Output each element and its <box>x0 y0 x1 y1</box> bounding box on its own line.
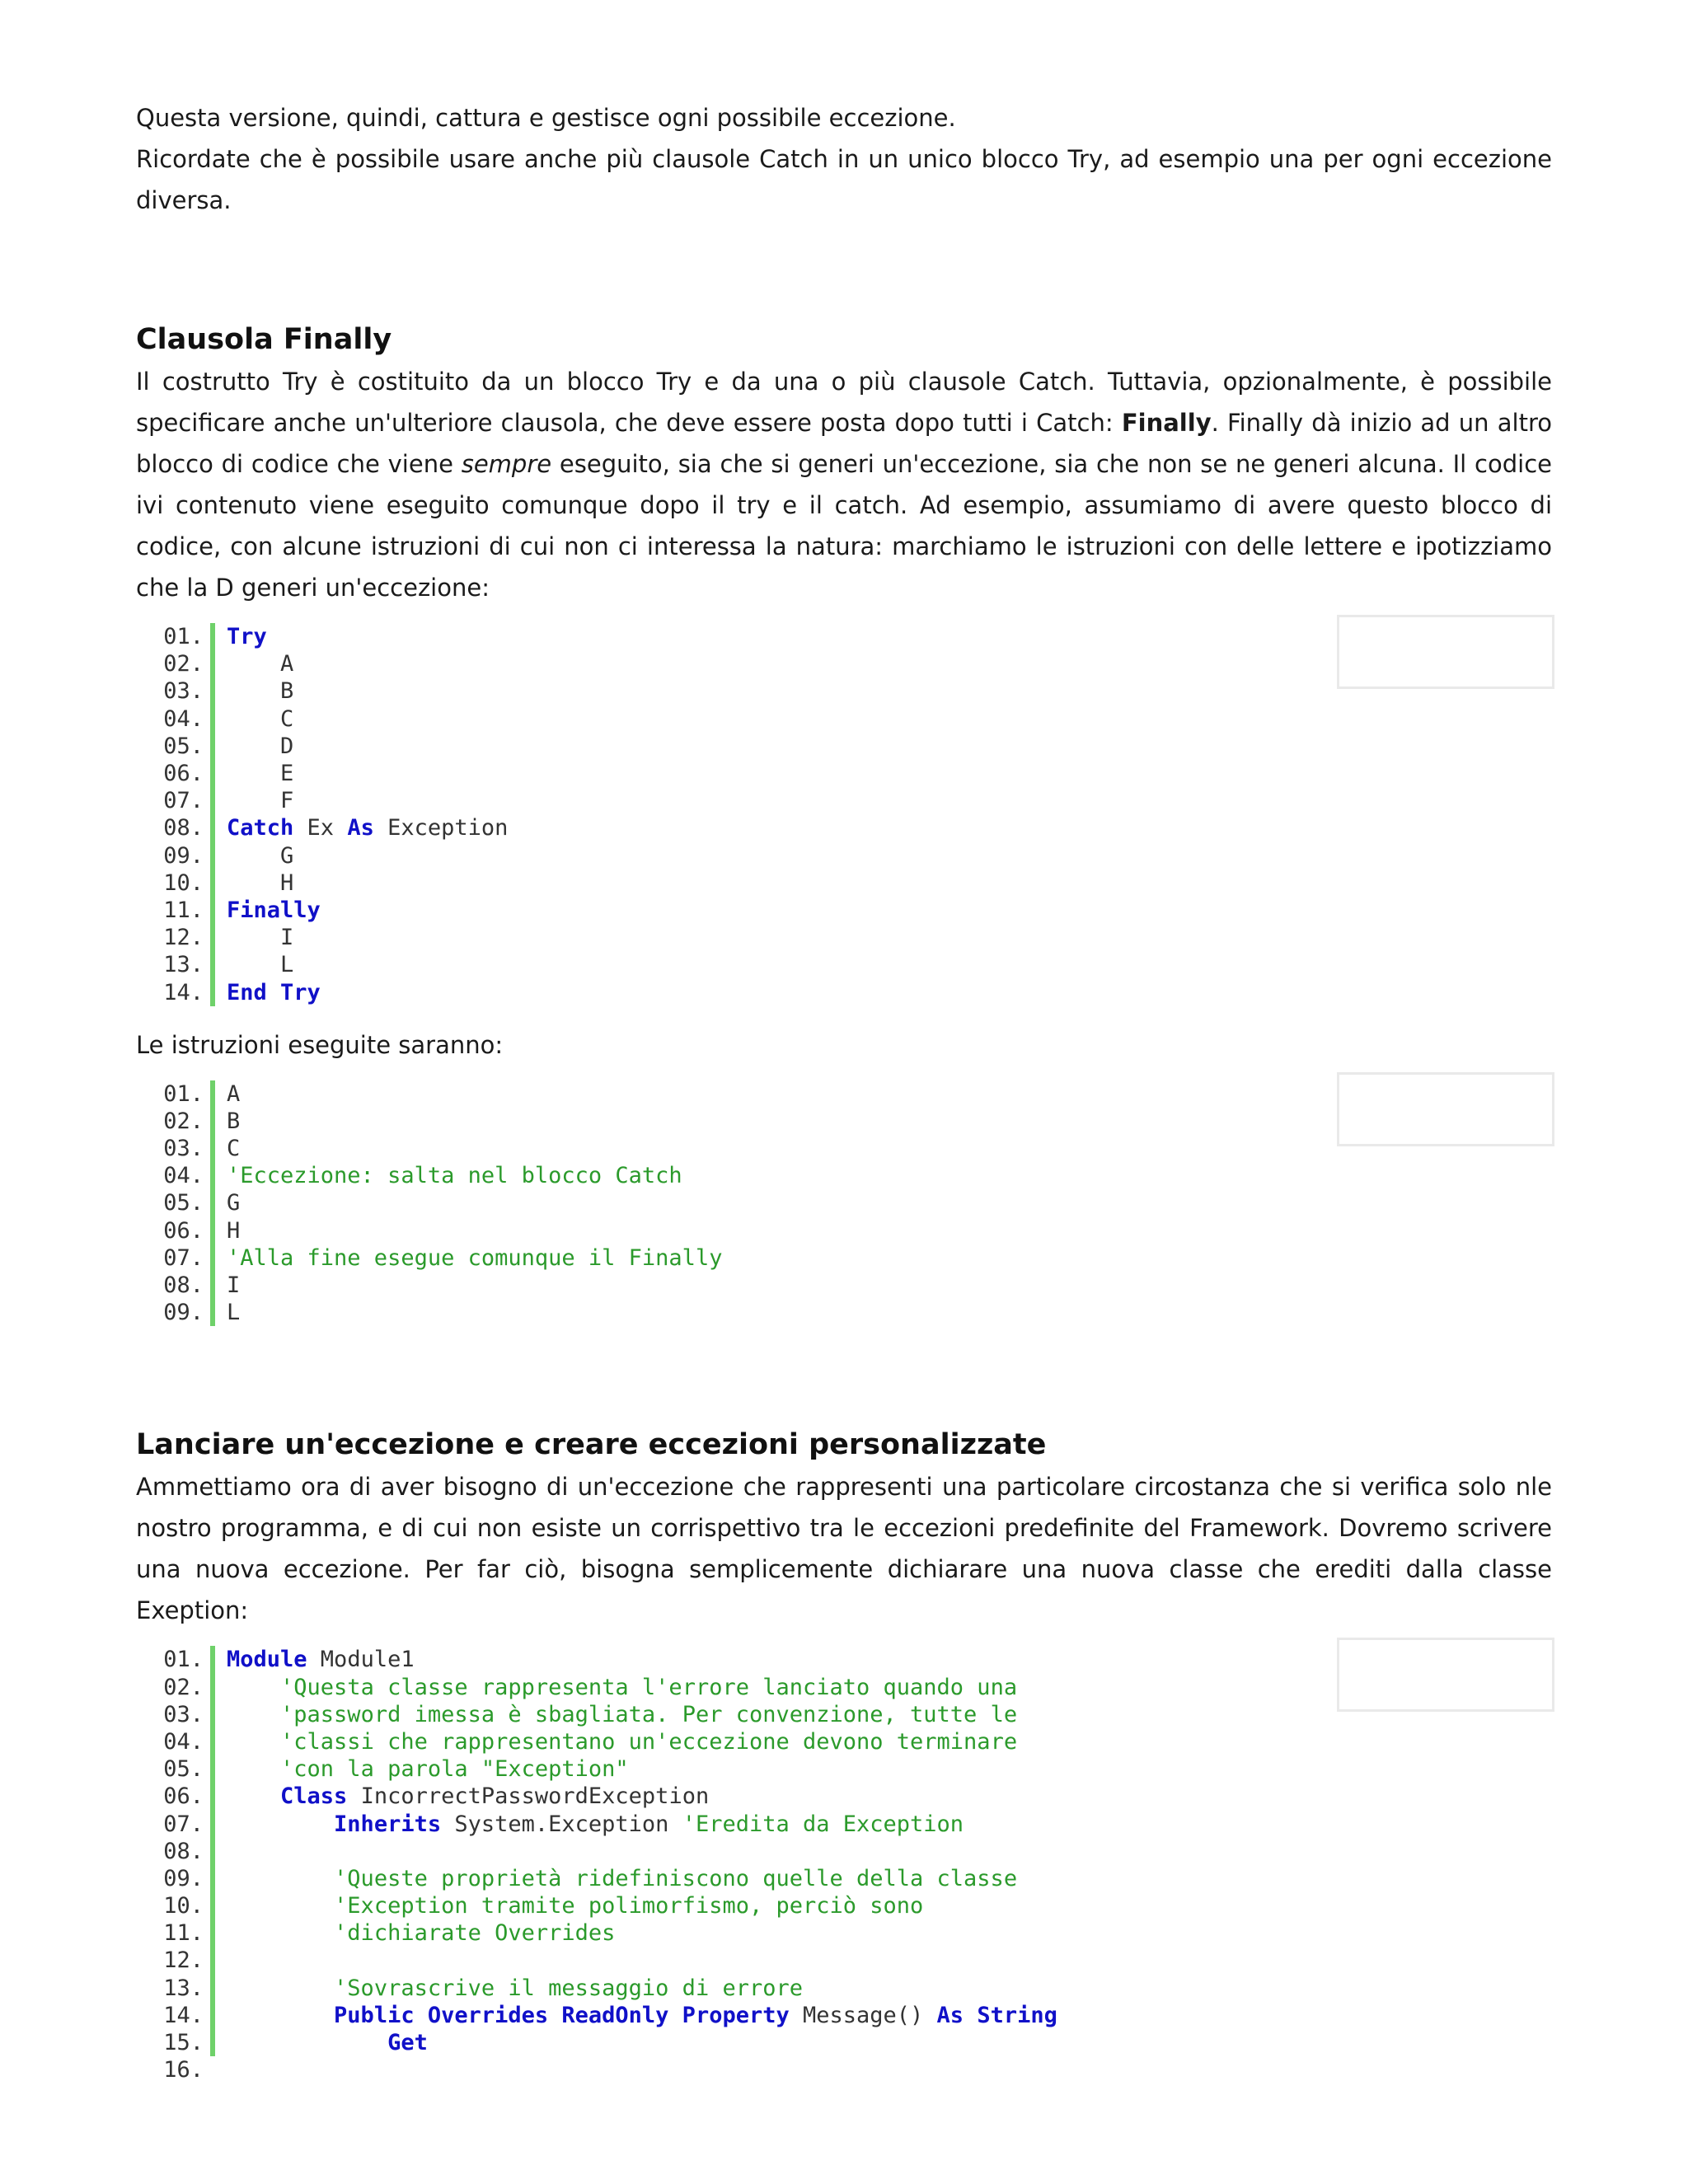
code-source <box>227 1218 240 1244</box>
finally-text-1: Il costrutto Try è costituito da un blocco Try e da una o più clausole Catch. Tuttavia, opzionalmente, è possibile specificare anche un'ulteriore clausola, che deve essere posta dopo tutti i Catch: <box>136 368 1552 437</box>
code-gutter-bar <box>210 1135 215 1162</box>
code-comment: 'Queste proprietà ridefiniscono quelle della classe <box>334 1865 1018 1891</box>
line-number: 03. <box>163 1136 204 1162</box>
code-gutter-bar <box>210 1865 215 1892</box>
heading-finally: Clausola Finally <box>136 323 392 356</box>
code-gutter-bar <box>210 1646 215 1673</box>
code-gutter-bar <box>210 1919 215 1947</box>
code-comment: 'Alla fine esegue comunque il Finally <box>227 1244 723 1271</box>
code-source <box>227 651 293 677</box>
code-comment: 'con la parola "Exception" <box>280 1756 629 1783</box>
code-source <box>227 733 293 759</box>
code-comment: 'Exception tramite polimorfismo, perciò sono <box>334 1893 924 1919</box>
code-indent <box>227 2030 387 2055</box>
code-gutter-bar <box>210 1108 215 1135</box>
line-number: 04. <box>163 705 204 732</box>
line-number: 04. <box>163 1728 204 1755</box>
code-source <box>227 1811 964 1837</box>
code-gutter-bar <box>210 2029 215 2056</box>
code-source <box>227 624 267 649</box>
code-indent <box>227 1811 334 1837</box>
line-number: 10. <box>163 1893 204 1919</box>
code-comment: 'password imessa è sbagliata. Per convenzione, tutte le <box>280 1701 1018 1727</box>
code-text: Ex <box>293 815 348 841</box>
code-gutter-bar <box>210 1728 215 1755</box>
code-line <box>136 2029 1552 2056</box>
code-text: F <box>227 788 294 814</box>
code-gutter-bar <box>210 1272 215 1299</box>
code-keyword: Inherits <box>334 1811 442 1837</box>
code-keyword: Module <box>227 1647 307 1673</box>
code-gutter-bar <box>210 978 215 1005</box>
finally-paragraph <box>136 361 1552 608</box>
line-number: 01. <box>163 1647 204 1673</box>
finally-text-3: eseguito, sia che si generi un'eccezione, sia che non se ne generi alcuna. Il codice ivi contenuto viene eseguito comunque dopo il try e il catch. Ad esempio, assumiamo di avere questo blocco di codice, con alcune istruzioni di cui non ci interessa la natura: marchiamo le istruzioni con delle lettere e ipotizziamo che la D generi un'eccezione: <box>136 450 1552 602</box>
heading-custom-exceptions: Lanciare un'eccezione e creare eccezioni personalizzate <box>136 1428 1047 1462</box>
code-text: B <box>227 1108 241 1134</box>
line-number: 08. <box>163 1272 204 1299</box>
code-indent <box>227 1729 280 1755</box>
code-line <box>136 1244 1552 1272</box>
code-text: Module1 <box>307 1647 415 1673</box>
line-number: 06. <box>163 1217 204 1244</box>
code-gutter-bar <box>210 1947 215 1974</box>
code-gutter-bar <box>210 869 215 897</box>
code-indent <box>227 1866 334 1891</box>
code-text: L <box>227 952 294 978</box>
code-line <box>136 1975 1552 2002</box>
line-number: 09. <box>163 1300 204 1326</box>
line-number: 05. <box>163 1756 204 1783</box>
code-source <box>227 1975 803 2001</box>
code-gutter-bar <box>210 1701 215 1728</box>
code-text: I <box>227 1272 241 1299</box>
custom-paragraph: Ammettiamo ora di aver bisogno di un'eccezione che rappresenti una particolare circostanza che si verifica solo nle nostro programma, e di cui non esiste un corrispettivo tra le eccezioni predefinite del Framework. Dovremo scrivere una nuova eccezione. Per far ciò, bisogna semplicemente dichiarare una nuova classe che erediti dalla classe Exeption: <box>136 1473 1552 1625</box>
code-comment: 'Questa classe rappresenta l'errore lanciato quando una <box>280 1674 1018 1700</box>
line-number: 03. <box>163 1701 204 1727</box>
code-line <box>136 951 1552 978</box>
code-source <box>227 1702 1017 1727</box>
code-text: Exception <box>373 815 509 841</box>
line-number: 14. <box>163 2002 204 2028</box>
code-gutter-bar <box>210 2002 215 2029</box>
code-toolbar-box <box>1337 1638 1554 1712</box>
code-line <box>136 978 1552 1005</box>
code-line <box>136 2056 1552 2083</box>
line-number: 05. <box>163 733 204 759</box>
code-gutter-bar <box>210 733 215 760</box>
code-line <box>136 1783 1552 1810</box>
code-text: D <box>227 733 294 759</box>
code-comment: 'Eccezione: salta nel blocco Catch <box>227 1163 682 1189</box>
code-keyword: As String <box>936 2002 1057 2028</box>
code-line <box>136 760 1552 787</box>
code-line <box>136 1728 1552 1755</box>
line-number: 02. <box>163 651 204 677</box>
code-source <box>227 1108 240 1134</box>
code-source <box>227 1300 240 1325</box>
code-text: H <box>227 869 294 896</box>
code-text: H <box>227 1217 241 1244</box>
intro-line-2: Ricordate che è possibile usare anche più clausole Catch in un unico blocco Try, ad esempio una per ogni eccezione diversa. <box>136 145 1552 214</box>
code-gutter-bar <box>210 1080 215 1108</box>
line-number: 06. <box>163 761 204 787</box>
code-gutter-bar <box>210 1299 215 1326</box>
code-line <box>136 1838 1552 1865</box>
line-number: 10. <box>163 869 204 896</box>
code-gutter-bar <box>210 623 215 650</box>
line-number: 15. <box>163 2030 204 2056</box>
code-gutter-bar <box>210 1838 215 1865</box>
code-text: G <box>227 1190 241 1216</box>
code-keyword: Try <box>227 624 267 650</box>
code-line <box>136 869 1552 897</box>
line-number: 07. <box>163 1244 204 1271</box>
code-indent <box>227 1756 280 1782</box>
code-indent <box>227 1783 280 1809</box>
code-indent <box>227 2003 334 2028</box>
code-indent <box>227 1975 334 2001</box>
code-text: System.Exception <box>441 1811 682 1837</box>
code-comment: 'dichiarate Overrides <box>334 1920 616 1947</box>
code-gutter-bar <box>210 1892 215 1919</box>
code-gutter-bar <box>210 897 215 924</box>
line-number: 01. <box>163 624 204 650</box>
code-gutter-bar <box>210 1674 215 1701</box>
code-source <box>227 925 293 950</box>
code-text: I <box>227 925 294 951</box>
code-gutter-bar <box>210 1189 215 1216</box>
line-number: 03. <box>163 678 204 705</box>
code-gutter-bar <box>210 677 215 705</box>
code-source <box>227 980 321 1005</box>
finally-bold-term: Finally <box>1121 409 1212 437</box>
code-gutter-bar <box>210 760 215 787</box>
code-indent <box>227 1675 280 1700</box>
code-gutter-bar <box>210 1810 215 1837</box>
line-number: 11. <box>163 897 204 923</box>
code-keyword: Catch <box>227 815 294 841</box>
code-block-execution-order <box>136 1080 1552 1327</box>
code-gutter-bar <box>210 1244 215 1272</box>
line-number: 06. <box>163 1783 204 1810</box>
code-line <box>136 1299 1552 1326</box>
code-source <box>227 2030 428 2055</box>
line-number: 14. <box>163 979 204 1005</box>
code-comment: 'classi che rappresentano un'eccezione devono terminare <box>280 1728 1018 1755</box>
code-source <box>227 1136 240 1161</box>
code-text: IncorrectPasswordException <box>347 1783 710 1810</box>
code-line <box>136 1272 1552 1299</box>
code-gutter-bar <box>210 1975 215 2002</box>
code-toolbar-box <box>1337 615 1554 689</box>
line-number: 11. <box>163 1920 204 1947</box>
code-keyword: Finally <box>227 897 321 923</box>
line-number: 07. <box>163 1811 204 1837</box>
code-indent <box>227 1920 334 1946</box>
code-gutter-bar <box>210 705 215 733</box>
code-text: C <box>227 1136 241 1162</box>
line-number: 04. <box>163 1163 204 1189</box>
line-number: 12. <box>163 1947 204 1974</box>
code-text: A <box>227 651 294 677</box>
code-text: G <box>227 842 294 869</box>
line-number: 09. <box>163 1865 204 1891</box>
code-comment: 'Sovrascrive il messaggio di errore <box>334 1975 803 2001</box>
code-source <box>227 1081 240 1107</box>
code-gutter-bar <box>210 1755 215 1783</box>
code-line <box>136 1217 1552 1244</box>
code-line <box>136 842 1552 869</box>
line-number: 01. <box>163 1080 204 1107</box>
code-line <box>136 924 1552 951</box>
code-text: C <box>227 705 294 732</box>
code-line <box>136 1865 1552 1892</box>
code-block-custom-exception <box>136 1646 1552 2083</box>
code-line <box>136 2002 1552 2029</box>
code-block-try-finally <box>136 623 1552 1006</box>
code-keyword: Public Overrides ReadOnly Property <box>334 2002 790 2028</box>
code-gutter-bar <box>210 1783 215 1810</box>
code-line <box>136 1162 1552 1189</box>
code-line <box>136 1919 1552 1947</box>
code-source <box>227 1272 240 1298</box>
code-gutter-bar <box>210 814 215 841</box>
line-number: 16. <box>163 2057 204 2083</box>
code-toolbar-box <box>1337 1072 1554 1146</box>
code-line <box>136 814 1552 841</box>
executed-label: Le istruzioni eseguite saranno: <box>136 1030 504 1059</box>
code-gutter-bar <box>210 1162 215 1189</box>
line-number: 12. <box>163 925 204 951</box>
code-source <box>227 815 508 841</box>
code-source <box>227 1756 629 1782</box>
code-line <box>136 1189 1552 1216</box>
code-line <box>136 1755 1552 1783</box>
code-text: E <box>227 761 294 787</box>
code-source <box>227 1163 682 1188</box>
code-source <box>227 706 293 732</box>
code-keyword: As <box>347 815 374 841</box>
code-gutter-bar <box>210 951 215 978</box>
finally-italic-term: sempre <box>461 450 552 478</box>
code-gutter-bar <box>210 924 215 951</box>
code-line <box>136 1892 1552 1919</box>
intro-line-1: Questa versione, quindi, cattura e gestisce ogni possibile eccezione. <box>136 104 956 132</box>
code-indent <box>227 1702 280 1727</box>
code-line <box>136 1810 1552 1837</box>
code-source <box>227 788 293 813</box>
code-comment: 'Eredita da Exception <box>682 1811 964 1837</box>
code-line <box>136 705 1552 733</box>
code-text: A <box>227 1080 241 1107</box>
code-gutter-bar <box>210 787 215 814</box>
code-source <box>227 898 321 923</box>
code-source <box>227 1729 1017 1755</box>
code-line <box>136 787 1552 814</box>
code-source <box>227 1783 709 1809</box>
code-keyword: End Try <box>227 979 321 1005</box>
code-gutter-bar <box>210 842 215 869</box>
line-number: 05. <box>163 1190 204 1216</box>
code-source <box>227 1866 1017 1891</box>
line-number: 13. <box>163 952 204 978</box>
code-gutter-bar <box>210 1217 215 1244</box>
code-line <box>136 1947 1552 1974</box>
code-source <box>227 1920 615 1946</box>
code-source <box>227 952 293 977</box>
code-source <box>227 2003 1057 2028</box>
document-page <box>136 97 1552 2083</box>
code-text: L <box>227 1300 241 1326</box>
code-gutter-bar <box>210 2056 215 2083</box>
code-source <box>227 761 293 786</box>
code-source <box>227 1190 240 1216</box>
code-keyword: Class <box>280 1783 348 1810</box>
line-number: 02. <box>163 1108 204 1134</box>
code-source <box>227 1675 1017 1700</box>
line-number: 09. <box>163 842 204 869</box>
code-source <box>227 678 293 704</box>
code-text: Message() <box>789 2002 937 2028</box>
line-number: 08. <box>163 815 204 841</box>
code-source <box>227 1647 415 1672</box>
code-source <box>227 1245 722 1271</box>
code-line <box>136 733 1552 760</box>
finally-text-2: . Finally dà inizio ad un altro blocco di codice che viene <box>136 409 1552 478</box>
line-number: 08. <box>163 1838 204 1864</box>
code-gutter-bar <box>210 650 215 677</box>
code-source <box>227 843 293 869</box>
code-source <box>227 870 293 896</box>
line-number: 02. <box>163 1674 204 1700</box>
code-source <box>227 1893 923 1919</box>
line-number: 07. <box>163 788 204 814</box>
line-number: 13. <box>163 1975 204 2001</box>
code-indent <box>227 1893 334 1919</box>
code-text: B <box>227 678 294 705</box>
code-line <box>136 897 1552 924</box>
code-keyword: Get <box>387 2030 428 2056</box>
